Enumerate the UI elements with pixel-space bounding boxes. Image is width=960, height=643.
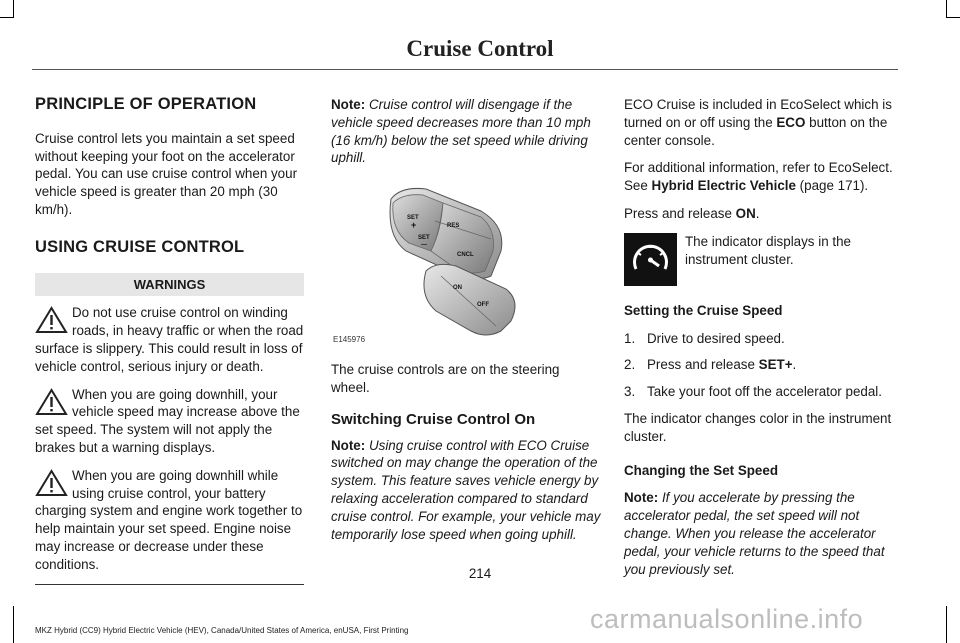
page-title: Cruise Control <box>406 36 554 61</box>
crop-mark <box>13 606 14 643</box>
warnings-header: WARNINGS <box>35 273 304 297</box>
list-item <box>624 330 897 348</box>
set-plus-button-name: SET+ <box>758 357 793 373</box>
crop-mark <box>0 17 14 18</box>
warning-text: When you are going downhill, your vehicle speed may increase above the set speed. The system will not apply the brakes but a warning displays. <box>35 386 300 455</box>
warnings-end-rule <box>35 584 304 585</box>
label-minus: — <box>421 242 427 249</box>
text-run: Press and release <box>624 205 736 221</box>
note-eco-cruise <box>331 437 601 544</box>
label-on: ON <box>453 285 462 292</box>
crop-mark <box>13 0 14 17</box>
cross-reference: Hybrid Electric Vehicle <box>651 178 796 194</box>
setting-steps <box>624 330 897 401</box>
on-button-name: ON <box>735 205 756 221</box>
note-accelerate <box>624 489 897 578</box>
warning-triangle-icon <box>35 388 68 416</box>
crop-mark <box>946 17 960 18</box>
step-number: 1. <box>624 330 636 346</box>
step-text: Press and release <box>647 357 759 373</box>
cruise-controls-figure <box>331 181 599 351</box>
note-text: If you accelerate by pressing the accelerator pedal, the set speed will not change. When you release the accelerator pedal, your vehicle returns to the speed that you previously set. <box>624 490 885 577</box>
text-run: ECO Cruise is included in EcoSelect which is turned on or off using the <box>624 97 892 130</box>
column-middle <box>331 96 601 553</box>
warning-triangle-icon <box>35 306 68 334</box>
note-label: Note: <box>331 437 366 453</box>
note-label: Note: <box>624 490 659 506</box>
step-text: Drive to desired speed. <box>647 330 785 346</box>
heading-setting-speed: Setting the Cruise Speed <box>624 302 783 318</box>
note-text: Using cruise control with ECO Cruise switched on may change the operation of the system. This feature saves vehicle energy by relaxing acceleration compared to standard cruise control. For example, your vehicle may temporarily lose speed when going uphill. <box>331 437 601 542</box>
warning-item <box>35 386 304 457</box>
step-number: 3. <box>624 384 636 400</box>
column-right <box>624 96 897 588</box>
label-cncl: CNCL <box>457 252 474 259</box>
note-text: Cruise control will disengage if the vehicle speed decreases more than 10 mph (16 km/h) below the set speed while driving uphill. <box>331 97 591 166</box>
paragraph-indicator-color: The indicator changes color in the instrument cluster. <box>624 410 892 444</box>
text-run: button on the center console. <box>624 114 888 148</box>
steering-wheel-controls-illustration <box>331 181 599 351</box>
indicator-row <box>624 233 897 286</box>
figure-code: E145976 <box>333 335 366 345</box>
label-off: OFF <box>477 302 489 309</box>
step-text: Take your foot off the accelerator pedal. <box>647 384 882 400</box>
column-left <box>35 96 304 585</box>
crop-mark <box>946 606 947 643</box>
paragraph-principle: Cruise control lets you maintain a set speed without keeping your foot on the accelerator pedal. You can use cruise control when your vehicle speed is greater than 20 mph (30 km/h). <box>35 130 298 217</box>
eco-button-name: ECO <box>776 114 806 130</box>
crop-mark <box>946 0 947 17</box>
warning-triangle-icon <box>35 469 68 497</box>
paragraph-press-on <box>624 205 897 223</box>
heading-using: USING CRUISE CONTROL <box>35 237 245 256</box>
warning-item <box>35 304 304 375</box>
label-set-minus: SET <box>418 235 430 242</box>
label-set-plus: SET <box>407 215 419 222</box>
text-run: . <box>755 205 760 221</box>
warning-item <box>35 467 304 574</box>
text-run: For additional information, refer to EcoSelect. See <box>624 160 893 194</box>
watermark: carmanualsonline.info <box>590 604 864 634</box>
label-plus: + <box>411 220 417 231</box>
text-run: (page 171). <box>795 178 869 194</box>
header-divider <box>32 69 898 70</box>
text-run: . <box>792 357 797 373</box>
paragraph-controls-location: The cruise controls are on the steering wheel. <box>331 362 560 395</box>
list-item <box>624 383 897 401</box>
paragraph-eco-cruise <box>624 96 897 149</box>
heading-switching-on: Switching Cruise Control On <box>331 410 536 428</box>
warning-text: Do not use cruise control on winding roads, in heavy traffic or when the road surface is slippery. This could result in loss of vehicle control, serious injury or death. <box>35 305 304 374</box>
note-disengage <box>331 96 601 167</box>
step-number: 2. <box>624 357 636 373</box>
label-res: RES <box>447 223 460 230</box>
heading-changing-speed: Changing the Set Speed <box>624 462 779 478</box>
heading-principle: PRINCIPLE OF OPERATION <box>35 95 257 113</box>
cruise-control-indicator-icon <box>624 233 677 286</box>
warning-text: When you are going downhill while using cruise control, your battery charging system and engine work together to help maintain your set speed. Engine noise may increase or decrease under these conditions. <box>35 467 303 572</box>
list-item <box>624 356 897 374</box>
indicator-text: The indicator displays in the instrument cluster. <box>685 233 851 267</box>
page-number: 214 <box>468 566 492 581</box>
note-label: Note: <box>331 97 366 112</box>
footer-text: MKZ Hybrid (CC9) Hybrid Electric Vehicle (HEV), Canada/United States of America, enUSA, First Printing <box>35 626 409 635</box>
paragraph-ecoselect-ref <box>624 159 897 195</box>
